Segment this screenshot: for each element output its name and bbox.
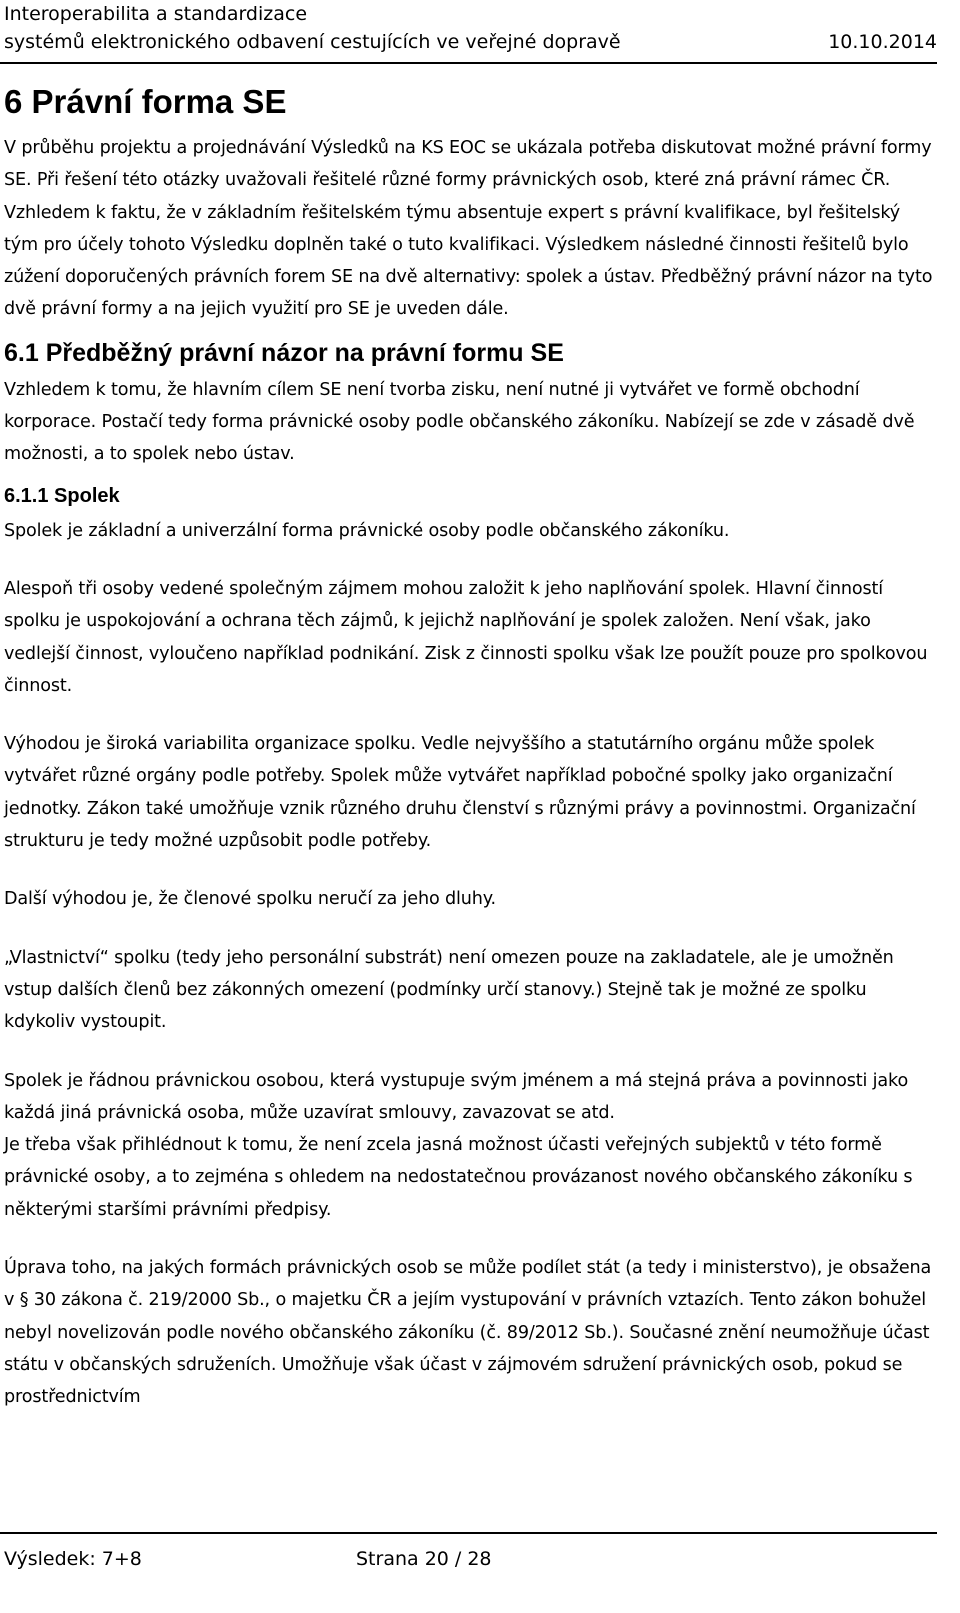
paragraph-spacer [4, 1039, 934, 1065]
header-title-line-2: systémů elektronického odbavení cestujících ve veřejné dopravě [4, 31, 621, 53]
section-heading: 6 Právní forma SE [4, 83, 287, 120]
section-intro-paragraph: V průběhu projektu a projednávání Výsledků na KS EOC se ukázala potřeba diskutovat možné právní formy SE. Při řešení této otázky uvažovali řešitelé různé formy právnických osob, které zná právní rámec ČR. Vzhledem k faktu, že v základním řešitelském týmu absentuje expert s právní kvalifikace, byl řešitelský tým pro účely tohoto Výsledku doplněn také o tuto kvalifikaci. Výsledkem následné činnosti řešitelů bylo zúžení doporučených právních forem SE na dvě alternativy: spolek a ústav. Předběžný právní názor na tyto dvě právní formy a na jejich využití pro SE je uveden dále. [4, 138, 933, 320]
spolek-paragraph-legal-person: Spolek je řádnou právnickou osobou, která vystupuje svým jménem a má stejná práva a povinnosti jako každá jiná právnická osoba, může uzavírat smlouvy, zavazovat se atd. [4, 1070, 909, 1123]
spolek-paragraph-liability: Další výhodou je, že členové spolku neručí za jeho dluhy. [4, 889, 496, 910]
subsubsection-heading: 6.1.1 Spolek [4, 484, 120, 507]
spolek-paragraph-ownership: „Vlastnictví“ spolku (tedy jeho personální substrát) není omezen pouze na zakladatele, ale je umožněn vstup dalších členů bez zákonných omezení (podmínky určí stanovy.) Stejně tak je možné ze spolku kdykoliv vystoupit. [4, 947, 894, 1033]
footer-result-label: Výsledek: 7+8 [4, 1548, 142, 1570]
document-body [4, 70, 934, 1414]
spolek-paragraph-definition: Spolek je základní a univerzální forma právnické osoby podle občanského zákoníku. [4, 520, 730, 541]
subsection-paragraph: Vzhledem k tomu, že hlavním cílem SE není tvorba zisku, není nutné ji vytvářet ve formě obchodní korporace. Postačí tedy forma právnické osoby podle občanského zákoníku. Nabízejí se zde v zásadě dvě možnosti, a to spolek nebo ústav. [4, 379, 915, 465]
page-header [0, 0, 937, 64]
header-date: 10.10.2014 [828, 31, 937, 53]
paragraph-spacer [4, 916, 934, 942]
paragraph-spacer [4, 702, 934, 728]
footer-page-number: Strana 20 / 28 [356, 1548, 492, 1570]
paragraph-spacer [4, 857, 934, 883]
paragraph-spacer [4, 1226, 934, 1252]
spolek-paragraph-advantages: Výhodou je široká variabilita organizace spolku. Vedle nejvyššího a statutárního orgánu může spolek vytvářet různé orgány podle potřeby. Spolek může vytvářet například pobočné spolky jako organizační jednotky. Zákon také umožňuje vznik různého druhu členství s různými právy a povinnostmi. Organizační strukturu je tedy možné uzpůsobit podle potřeby. [4, 734, 916, 852]
subsection-heading: 6.1 Předběžný právní názor na právní formu SE [4, 338, 564, 367]
spolek-paragraph-public-entities: Je třeba však přihlédnout k tomu, že není zcela jasná možnost účasti veřejných subjektů v této formě právnické osoby, a to zejména s ohledem na nedostatečnou provázanost nového občanského zákoníku s některými staršími právními předpisy. [4, 1135, 913, 1220]
header-title-line-1: Interoperabilita a standardizace [4, 3, 308, 25]
paragraph-spacer [4, 547, 934, 573]
spolek-paragraph-founding: Alespoň tři osoby vedené společným zájmem mohou založit k jeho naplňování spolek. Hlavní činností spolku je uspokojování a ochrana těch zájmů, k jejichž naplňování je spolek založen. Není však, jako vedlejší činnost, vyloučeno například podnikání. Zisk z činnosti spolku však lze použít pouze pro spolkovou činnost. [4, 578, 928, 696]
spolek-paragraph-state-participation: Úprava toho, na jakých formách právnických osob se může podílet stát (a tedy i ministerstvo), je obsažena v § 30 zákona č. 219/2000 Sb., o majetku ČR a jejím vystupování v právních vztazích. Tento zákon bohužel nebyl novelizován podle nového občanského zákoníku (č. 89/2012 Sb.). Současné znění neumožňuje účast státu v občanských sdruženích. Umožňuje však účast v zájmovém sdružení právnických osob, pokud se prostřednictvím [4, 1258, 932, 1408]
page-footer [0, 1532, 937, 1594]
